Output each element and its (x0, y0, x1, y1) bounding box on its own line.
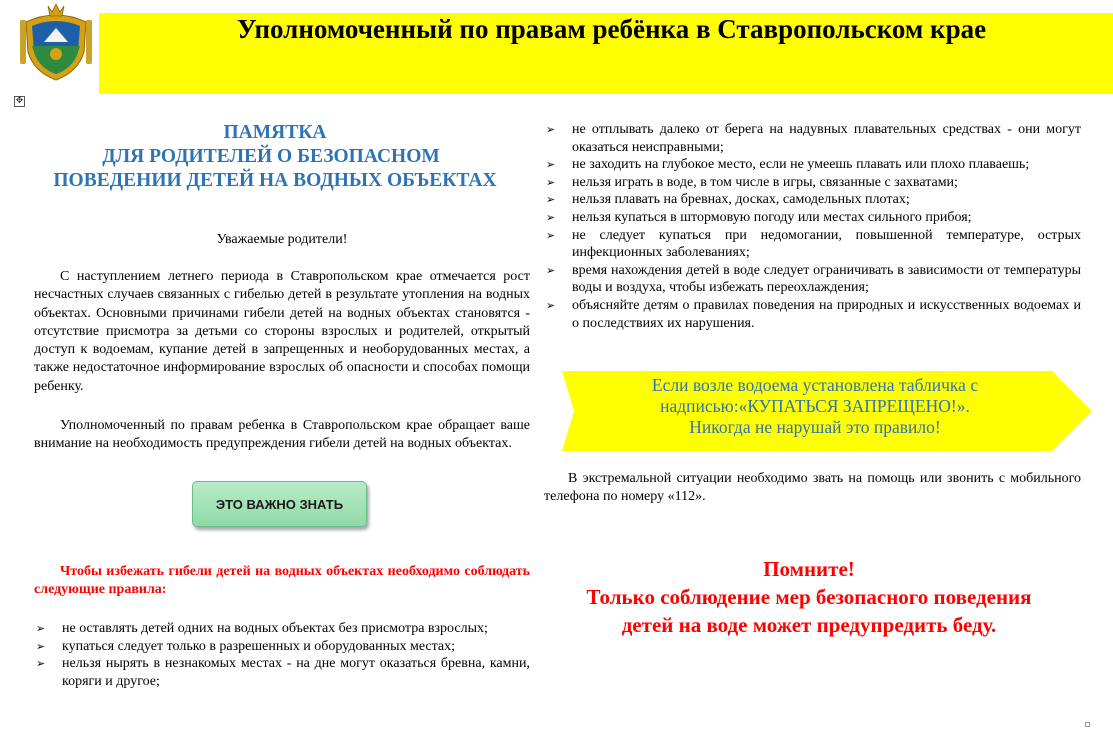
list-item: ➢ нельзя нырять в незнакомых местах - на дне могут оказаться бревна, камни, коряги и другое; (36, 656, 530, 689)
emergency-paragraph: В экстремальной ситуации необходимо звать на помощь или звонить с мобильного телефона по номеру «112». (544, 471, 1081, 504)
list-item: ➢ купаться следует только в разрешенных и оборудованных местах; (36, 638, 455, 654)
arrowhead-bullet-icon: ➢ (546, 210, 556, 224)
move-anchor-icon[interactable]: ✥ (15, 96, 24, 106)
list-item: ➢ нельзя плавать на бревнах, досках, самодельных плотах; (546, 192, 910, 208)
notice-line: надписью:«КУПАТЬСЯ ЗАПРЕЩЕНО!». (660, 396, 970, 416)
greeting: Уважаемые родители! (216, 232, 348, 247)
list-item: ➢ не следует купаться при недомогании, повышенной температуре, острых инфекционных заболеваниях; (546, 227, 1081, 261)
arrowhead-bullet-icon: ➢ (36, 657, 46, 671)
right-rules-list (544, 121, 1081, 332)
remember-line: детей на воде может предупредить беду. (621, 613, 997, 637)
arrowhead-bullet-icon: ➢ (546, 175, 556, 189)
list-item: ➢ время нахождения детей в воде следует ограничивать в зависимости от температуры воды и воздуха, чтобы избежать переохлаждения; (546, 262, 1081, 296)
remember-heading: Помните! (763, 557, 855, 581)
arrowhead-bullet-icon: ➢ (546, 298, 556, 312)
left-rules-list (34, 620, 530, 690)
arrowhead-bullet-icon: ➢ (546, 123, 556, 136)
memo-title (20, 121, 530, 193)
arrowhead-bullet-icon: ➢ (36, 639, 46, 653)
arrowhead-bullet-icon: ➢ (546, 263, 556, 277)
notice-line: Никогда не нарушай это правило! (689, 417, 941, 437)
list-item: ➢ нельзя играть в воде, в том числе в игры, связанные с захватами; (546, 174, 958, 190)
page-corner-mark (1085, 722, 1090, 727)
notice-line: Если возле водоема установлена табличка с (651, 375, 979, 395)
list-item: ➢ не оставлять детей одних на водных объектах без присмотра взрослых; (36, 621, 488, 636)
memo-title-line: ПАМЯТКА (223, 122, 327, 143)
list-item: ➢ нельзя купаться в штормовую погоду или местах сильного прибоя; (546, 209, 972, 225)
list-item: ➢ не отплывать далеко от берега на надувных плавательных средствах - они могут оказаться неисправными; (546, 122, 1081, 155)
intro-paragraph: С наступлением летнего периода в Ставропольском крае отмечается рост несчастных случаев связанных с гибелью детей в результате утопления на водных объектах. Основными причинами гибели детей на водных объектах становятся - отсутствие присмотра за детьми со стороны взрослых и родителей, открытый доступ к водоемам, купание детей в запрещенных и необорудованных местах, а также недостаточное информирование взрослых об опасности и способах помощи ребенку. (34, 269, 530, 394)
arrowhead-bullet-icon: ➢ (36, 622, 46, 635)
ombudsman-paragraph: Уполномоченный по правам ребенка в Ставропольском крае обращает ваше внимание на необходимость предупреждения гибели детей на водных объектах. (34, 418, 530, 452)
memo-title-line: ПОВЕДЕНИИ ДЕТЕЙ НА ВОДНЫХ ОБЪЕКТАХ (53, 170, 497, 191)
coat-of-arms-icon (18, 2, 94, 82)
important-button[interactable]: ЭТО ВАЖНО ЗНАТЬ (192, 481, 367, 527)
rules-intro: Чтобы избежать гибели детей на водных объектах необходимо соблюдать следующие правила: (34, 564, 530, 597)
list-item: ➢ не заходить на глубокое место, если не умеешь плавать или плохо плаваешь; (546, 157, 1030, 173)
remember-line: Только соблюдение мер безопасного поведения (586, 585, 1032, 609)
arrowhead-bullet-icon: ➢ (546, 228, 556, 242)
page-title: Уполномоченный по правам ребёнка в Ставропольском крае (236, 14, 987, 44)
list-item: ➢ объясняйте детям о правилах поведения на природных и искусственных водоемах и о последствиях их нарушения. (546, 297, 1081, 331)
arrowhead-bullet-icon: ➢ (546, 158, 556, 172)
remember-callout (544, 555, 1074, 639)
arrowhead-bullet-icon: ➢ (546, 193, 556, 207)
notice-text (595, 375, 1035, 438)
memo-title-line: ДЛЯ РОДИТЕЛЕЙ О БЕЗОПАСНОМ (102, 146, 440, 167)
